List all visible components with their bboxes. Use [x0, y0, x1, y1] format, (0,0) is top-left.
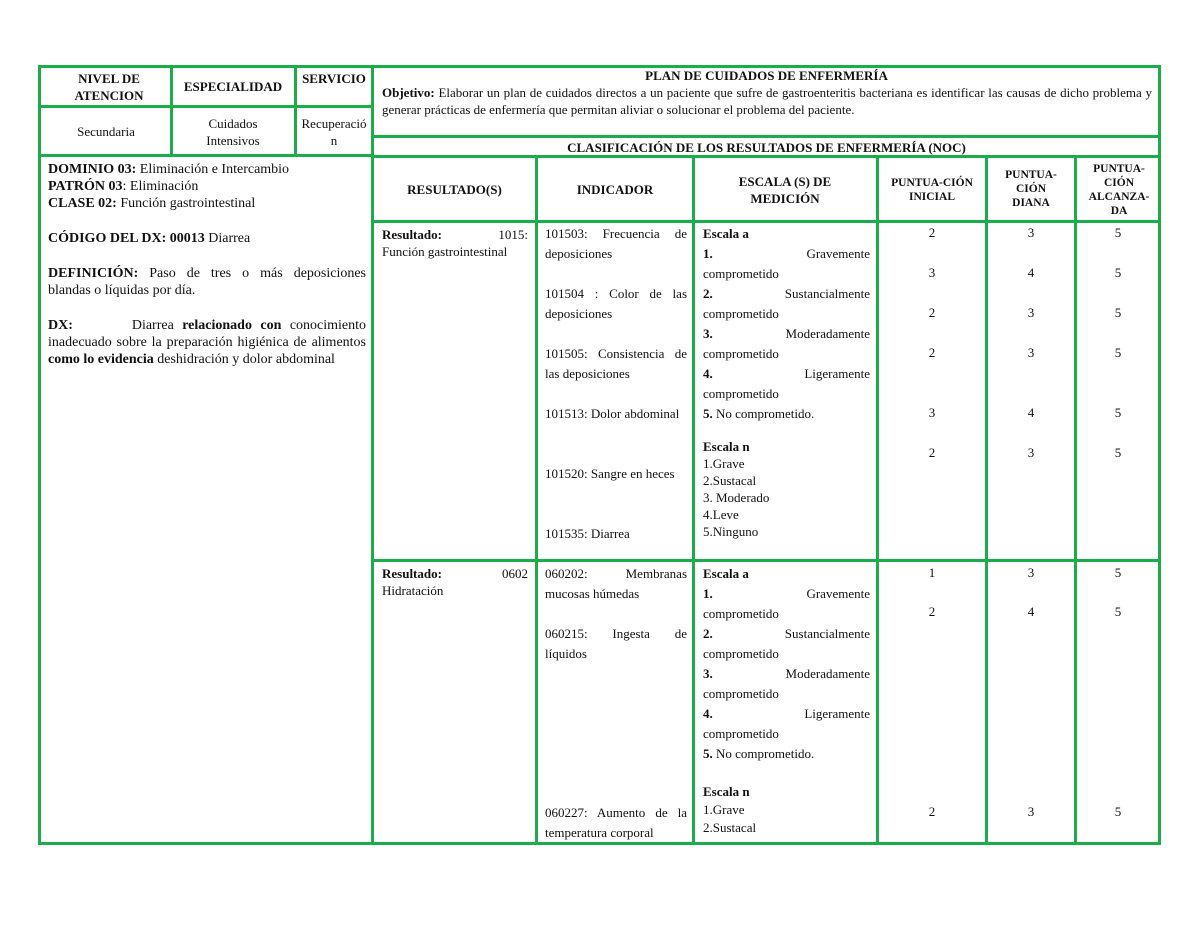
objetivo-text: Elaborar un plan de cuidados directos a un paciente que sufre de gastroenteritis bacteriana es identificar las causas de dicho problema y generar prácticas de enfermería que permitan aliviar o solucionar el problema del paciente.: [382, 85, 1152, 117]
score-diana: 4: [1027, 604, 1035, 619]
score-diana: 3: [1027, 345, 1035, 360]
escala-word: Moderadamente: [785, 666, 870, 681]
score-alcanzada: 5: [1114, 604, 1122, 619]
score-inicial: 3: [928, 405, 936, 420]
resultado-label: Resultado:: [382, 227, 442, 242]
score-alcanzada: 5: [1114, 405, 1122, 420]
definicion-label: DEFINICIÓN:: [48, 266, 139, 281]
codigo-text: Diarrea: [208, 231, 251, 246]
escala-rest: comprometido: [703, 346, 779, 361]
score-diana: 3: [1027, 225, 1035, 240]
definicion: [48, 265, 366, 299]
dx-text: conocimiento inadecuado sobre la preparación higiénica de alimentos: [48, 318, 367, 350]
especialidad-header: ESPECIALIDAD: [183, 79, 283, 94]
col-alcanzada: PUNTUA-CIÓN ALCANZA-DA: [1088, 163, 1150, 217]
servicio-header: SERVICIO: [302, 71, 366, 86]
escala-a-title: Escala a: [703, 226, 749, 241]
divider: [371, 135, 1161, 138]
escala-num: 3.: [703, 326, 713, 341]
score-diana: 3: [1027, 305, 1035, 320]
indicator-item: 101503: Frecuencia de deposiciones: [545, 226, 687, 261]
dominio-label: DOMINIO 03:: [48, 162, 137, 177]
dominio-line: [48, 161, 366, 178]
divider: [535, 155, 538, 845]
score-alcanzada: 5: [1114, 445, 1122, 460]
escala-n-item: 1.Grave: [703, 456, 745, 471]
resultado-code: 1015:: [498, 227, 528, 242]
escala-n-item: 4.Leve: [703, 507, 739, 522]
score-inicial: 2: [928, 804, 936, 819]
divider: [876, 155, 879, 845]
score-alcanzada: 5: [1114, 804, 1122, 819]
resultado-text: Función gastrointestinal: [382, 244, 508, 259]
escala-rest: comprometido: [703, 646, 779, 661]
dx-ev: como lo evidencia: [48, 352, 154, 367]
objetivo-label: Objetivo:: [382, 85, 435, 100]
escala-n-item: 3. Moderado: [703, 490, 770, 505]
escala-num: 4.: [703, 706, 713, 721]
dx-label: DX:: [48, 318, 73, 333]
escala-word: Gravemente: [806, 586, 870, 601]
score-diana: 4: [1027, 405, 1035, 420]
dominio-text: Eliminación e Intercambio: [139, 162, 290, 177]
divider: [371, 559, 1161, 562]
definicion-text: Paso de tres o más deposiciones blandas o líquidas por día.: [48, 266, 367, 298]
dx-text: Diarrea: [131, 318, 174, 333]
escala-word: Sustancialmente: [784, 626, 870, 641]
escala-rest: comprometido: [703, 386, 779, 401]
escala-n-item: 2.Sustacal: [703, 473, 757, 488]
score-diana: 3: [1027, 445, 1035, 460]
clase-line: [48, 195, 366, 212]
indicator-item: 101520: Sangre en heces: [545, 466, 675, 481]
plan-title: PLAN DE CUIDADOS DE ENFERMERÍA: [645, 68, 888, 83]
patron-text: : Eliminación: [122, 179, 199, 194]
col-inicial: PUNTUA-CIÓN INICIAL: [891, 177, 973, 203]
escala-num: 4.: [703, 366, 713, 381]
dx-rel: relacionado con: [182, 318, 282, 333]
escala-num: 5.: [703, 746, 713, 761]
block1-resultado: [382, 226, 528, 260]
escala-word: Moderadamente: [785, 326, 870, 341]
col-diana: PUNTUA-CIÓN DIANA: [1005, 169, 1057, 209]
escala-rest: comprometido: [703, 266, 779, 281]
escala-word: Ligeramente: [804, 706, 870, 721]
escala-num: 1.: [703, 246, 713, 261]
score-inicial: 2: [928, 305, 936, 320]
patron-label: PATRÓN 03: [48, 179, 123, 194]
score-alcanzada: 5: [1114, 345, 1122, 360]
score-diana: 4: [1027, 265, 1035, 280]
escala-num: 1.: [703, 586, 713, 601]
score-inicial: 2: [928, 445, 936, 460]
divider: [38, 105, 374, 108]
especialidad-value: Cuidados Intensivos: [206, 116, 260, 148]
col-indicador: INDICADOR: [576, 182, 654, 197]
escala-word: No comprometido.: [716, 406, 815, 421]
col-resultado: RESULTADO(S): [407, 182, 502, 197]
indicator-item: 101535: Diarrea: [545, 526, 630, 541]
dx-text: deshidración y dolor abdominal: [157, 352, 335, 367]
divider: [985, 155, 988, 845]
escala-word: No comprometido.: [716, 746, 815, 761]
indicator-item: 101513: Dolor abdominal: [545, 406, 680, 421]
escala-word: Ligeramente: [804, 366, 870, 381]
escala-n-item: 2.Sustacal: [703, 820, 757, 835]
indicator-item: 060227: Aumento de la temperatura corporal: [545, 805, 687, 840]
score-diana: 3: [1027, 565, 1035, 580]
score-alcanzada: 5: [1114, 565, 1122, 580]
escala-rest: comprometido: [703, 606, 779, 621]
escala-num: 5.: [703, 406, 713, 421]
score-inicial: 1: [928, 565, 936, 580]
noc-title: CLASIFICACIÓN DE LOS RESULTADOS DE ENFERMERÍA (NOC): [567, 140, 966, 155]
score-diana: 3: [1027, 804, 1035, 819]
nivel-value: Secundaria: [77, 124, 135, 139]
escala-a-title: Escala a: [703, 566, 749, 581]
indicator-item: 060215: Ingesta de líquidos: [545, 626, 687, 661]
score-inicial: 2: [928, 345, 936, 360]
escala-num: 2.: [703, 626, 713, 641]
objetivo: [382, 84, 1152, 118]
escala-num: 2.: [703, 286, 713, 301]
patron-line: [48, 178, 366, 195]
servicio-value: Recuperación: [301, 116, 367, 148]
escala-a: [703, 564, 870, 764]
escala-n-item: 1.Grave: [703, 802, 745, 817]
resultado-text: Hidratación: [382, 583, 444, 598]
escala-n-title: Escala n: [703, 439, 750, 454]
escala-n: [703, 783, 870, 837]
escala-word: Sustancialmente: [784, 286, 870, 301]
escala-rest: comprometido: [703, 726, 779, 741]
indicator-item: 101504 : Color de las deposiciones: [545, 286, 687, 321]
score-inicial: 3: [928, 265, 936, 280]
codigo-line: [48, 230, 366, 247]
nivel-header: NIVEL DE ATENCION: [74, 71, 144, 103]
col-escala: ESCALA (S) DE MEDICIÓN: [738, 174, 832, 206]
score-inicial: 2: [928, 225, 936, 240]
escala-n: [703, 438, 870, 540]
escala-num: 3.: [703, 666, 713, 681]
score-alcanzada: 5: [1114, 305, 1122, 320]
divider: [371, 220, 1161, 223]
escala-a: [703, 224, 870, 424]
indicator-item: 060202: Membranas mucosas húmedas: [545, 566, 687, 601]
escala-rest: comprometido: [703, 686, 779, 701]
resultado-code: 0602: [502, 566, 528, 581]
indicator-item: 101505: Consistencia de las deposiciones: [545, 346, 687, 381]
divider: [294, 65, 297, 155]
divider: [1074, 155, 1077, 845]
score-alcanzada: 5: [1114, 265, 1122, 280]
block2-resultado: [382, 565, 528, 599]
score-inicial: 2: [928, 604, 936, 619]
resultado-label: Resultado:: [382, 566, 442, 581]
clase-text: Función gastrointestinal: [120, 196, 256, 211]
score-alcanzada: 5: [1114, 225, 1122, 240]
escala-n-title: Escala n: [703, 784, 750, 799]
divider: [38, 154, 374, 157]
codigo-label: CÓDIGO DEL DX: 00013: [48, 231, 205, 246]
dx-statement: [48, 317, 366, 368]
escala-word: Gravemente: [806, 246, 870, 261]
divider: [170, 65, 173, 155]
escala-n-item: 5.Ninguno: [703, 524, 759, 539]
divider: [692, 155, 695, 845]
clase-label: CLASE 02:: [48, 196, 117, 211]
escala-rest: comprometido: [703, 306, 779, 321]
